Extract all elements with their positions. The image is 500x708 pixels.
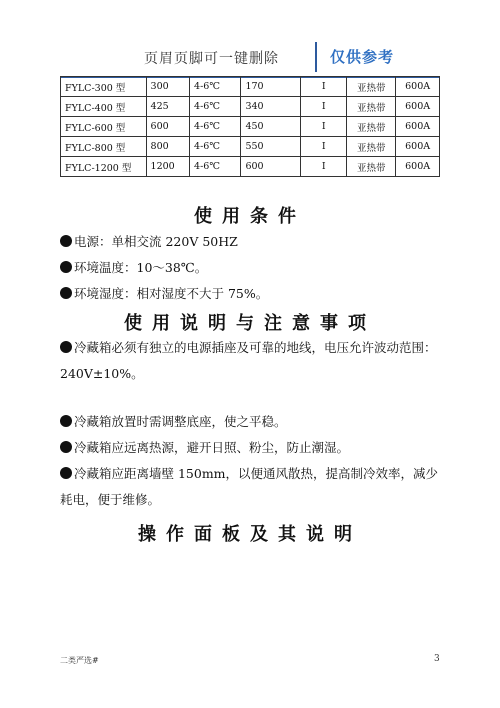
table-cell-rating: 600A [396, 77, 440, 97]
table-cell-temp: 4-6℃ [190, 157, 241, 177]
table-row [61, 117, 440, 137]
instruction-item [60, 435, 445, 461]
table-cell-temp: 4-6℃ [190, 97, 241, 117]
bullet-icon [60, 341, 72, 353]
section-title-instructions: 使用说明与注意事项 [124, 313, 376, 334]
table-cell-model: FYLC-800 型 [61, 137, 147, 157]
instruction-item [60, 409, 445, 435]
table-cell-value: 340 [241, 97, 301, 117]
header-right-text: 仅供参考 [330, 48, 395, 66]
table-cell-class: I [301, 77, 347, 97]
header-banner [60, 40, 440, 78]
table-cell-model: FYLC-400 型 [61, 97, 147, 117]
table-cell-value: 425 [146, 97, 190, 117]
table-cell-climate: 亚热带 [347, 117, 396, 137]
table-cell-climate: 亚热带 [347, 137, 396, 157]
bullet-icon [60, 287, 72, 299]
spec-table [60, 76, 440, 177]
bullet-icon [60, 467, 72, 479]
header-left-text: 页眉页脚可一键删除 [144, 51, 279, 67]
table-cell-model: FYLC-300 型 [61, 77, 147, 97]
condition-text: 环境湿度：相对湿度不大于 75%。 [74, 286, 269, 301]
header-divider [315, 42, 317, 72]
table-row [61, 137, 440, 157]
table-cell-climate: 亚热带 [347, 77, 396, 97]
table-row [61, 157, 440, 177]
table-cell-value: 170 [241, 77, 301, 97]
table-cell-temp: 4-6℃ [190, 137, 241, 157]
table-cell-value: 550 [241, 137, 301, 157]
table-cell-value: 600 [146, 117, 190, 137]
instruction-text: 冷藏箱必须有独立的电源插座及可靠的地线，电压允许波动范围：240V±10%。 [60, 340, 437, 381]
table-cell-climate: 亚热带 [347, 97, 396, 117]
table-cell-temp: 4-6℃ [190, 117, 241, 137]
condition-item [60, 281, 445, 307]
table-cell-value: 300 [146, 77, 190, 97]
section-title-panel: 操作面板及其说明 [138, 524, 362, 545]
bullet-icon [60, 261, 72, 273]
table-cell-model: FYLC-600 型 [61, 117, 147, 137]
table-cell-climate: 亚热带 [347, 157, 396, 177]
table-cell-class: I [301, 117, 347, 137]
table-row [61, 97, 440, 117]
condition-text: 环境温度：10～38℃。 [74, 260, 208, 275]
table-cell-rating: 600A [396, 117, 440, 137]
table-cell-model: FYLC-1200 型 [61, 157, 147, 177]
bullet-icon [60, 441, 72, 453]
condition-text: 电源：单相交流 220V 50HZ [74, 234, 238, 249]
instruction-item [60, 461, 445, 513]
instruction-text: 冷藏箱应距离墙壁 150mm，以便通风散热，提高制冷效率，减少耗电，便于维修。 [60, 466, 439, 507]
bullet-icon [60, 415, 72, 427]
instruction-item [60, 335, 445, 387]
table-cell-temp: 4-6℃ [190, 77, 241, 97]
page-number: 3 [434, 654, 440, 664]
instruction-text: 冷藏箱放置时需调整底座，使之平稳。 [74, 414, 287, 429]
table-cell-value: 600 [241, 157, 301, 177]
table-cell-rating: 600A [396, 157, 440, 177]
table-cell-class: I [301, 97, 347, 117]
table-cell-rating: 600A [396, 97, 440, 117]
section-title-conditions: 使用条件 [194, 206, 306, 227]
table-cell-value: 450 [241, 117, 301, 137]
instruction-text: 冷藏箱应远离热源，避开日照、粉尘，防止潮湿。 [74, 440, 350, 455]
table-cell-value: 1200 [146, 157, 190, 177]
condition-item [60, 255, 445, 281]
footer-left-text: 二类严选# [60, 656, 99, 665]
bullet-icon [60, 235, 72, 247]
table-row [61, 77, 440, 97]
condition-item [60, 229, 445, 255]
table-cell-value: 800 [146, 137, 190, 157]
table-cell-class: I [301, 157, 347, 177]
table-cell-class: I [301, 137, 347, 157]
table-cell-rating: 600A [396, 137, 440, 157]
